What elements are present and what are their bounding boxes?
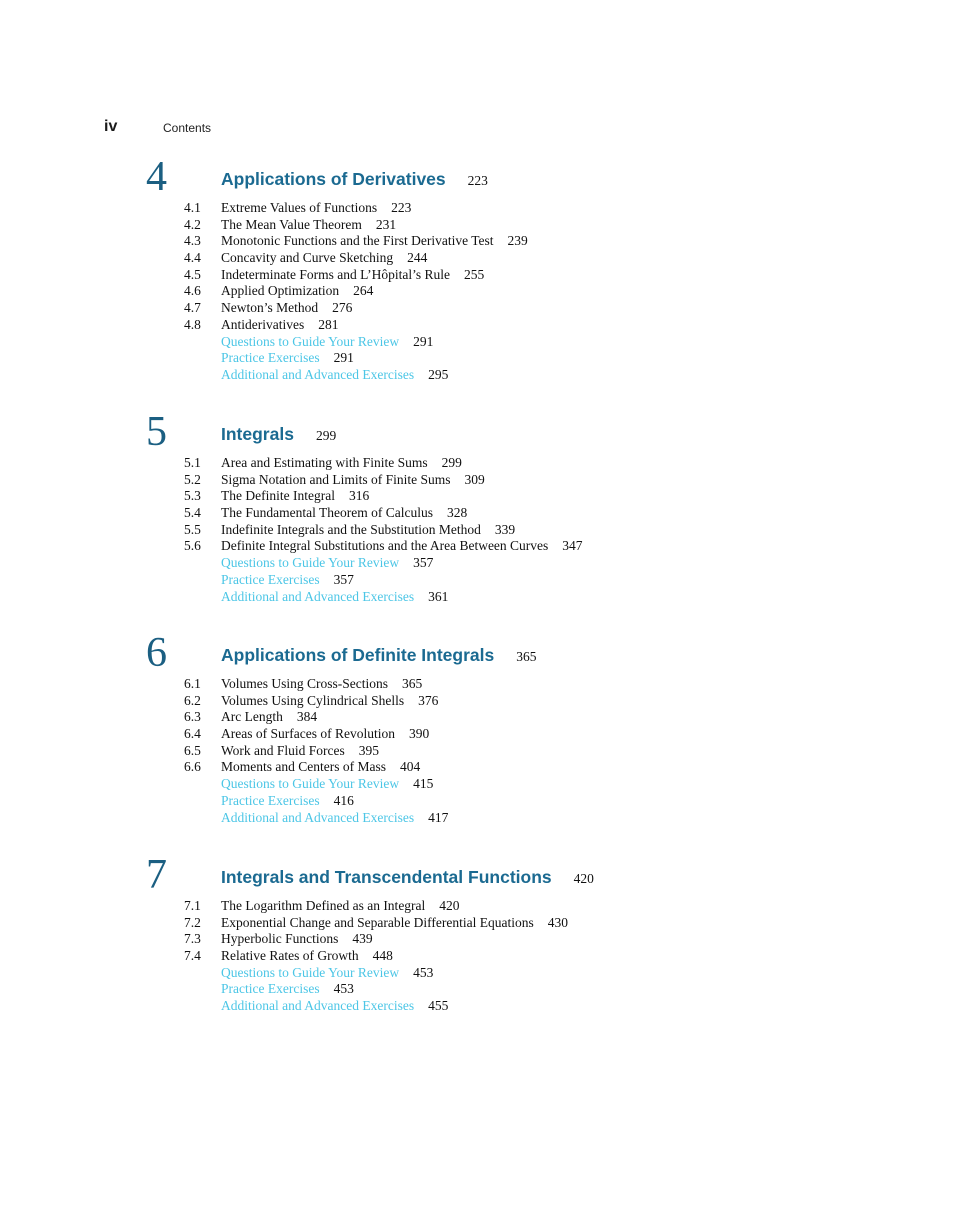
chapter-title: Applications of Definite Integrals [221,645,495,665]
section-entry[interactable] [146,676,846,693]
chapter-heading[interactable] [146,154,846,200]
section-number: 5.5 [184,521,201,537]
review-entry[interactable] [146,334,846,351]
section-entry[interactable] [146,522,846,539]
chapter-number: 7 [146,852,167,898]
review-entry[interactable] [146,981,846,998]
section-page-number: 255 [463,266,485,282]
chapter-number: 5 [146,409,167,455]
section-title: Work and Fluid Forces [221,742,345,758]
review-entry[interactable] [146,965,846,982]
chapter-heading[interactable] [146,409,846,455]
review-page-number: 417 [428,809,449,825]
running-title: Contents [163,121,212,135]
section-list [146,898,846,1015]
advanced-exercises-link[interactable]: Additional and Advanced Exercises [221,809,415,825]
section-page-number: 328 [446,505,468,521]
chapter-page-number: 299 [315,428,337,443]
section-title: Indefinite Integrals and the Substitution Method [221,521,481,537]
section-title: Exponential Change and Separable Differential Equations [221,914,534,930]
section-entry[interactable] [146,233,846,250]
section-page-number: 231 [375,216,397,232]
review-page-number: 291 [413,333,434,349]
review-page-number: 357 [333,571,354,587]
section-number: 4.3 [184,233,201,249]
chapter-7 [146,852,846,1015]
section-entry[interactable] [146,472,846,489]
section-page-number: 376 [418,692,439,708]
section-title: Extreme Values of Functions [221,200,378,215]
section-page-number: 264 [353,283,374,299]
chapter-heading[interactable] [146,852,846,898]
section-entry[interactable] [146,267,846,284]
section-page-number: 404 [399,759,421,775]
section-page-number: 239 [507,233,528,249]
section-entry[interactable] [146,455,846,472]
section-number: 4.6 [184,283,201,299]
section-page-number: 309 [464,471,485,487]
section-page-number: 223 [391,200,412,215]
section-number: 4.7 [184,300,201,316]
review-questions-link[interactable]: Questions to Guide Your Review [221,555,400,571]
section-number: 5.3 [184,488,201,504]
review-entry[interactable] [146,776,846,793]
section-page-number: 395 [358,742,380,758]
section-entry[interactable] [146,931,846,948]
section-title: Relative Rates of Growth [221,948,359,964]
chapter-4 [146,154,846,384]
section-number: 4.8 [184,316,201,332]
review-questions-link[interactable]: Questions to Guide Your Review [221,964,400,980]
section-number: 7.2 [184,914,201,930]
advanced-exercises-link[interactable]: Additional and Advanced Exercises [221,588,415,604]
section-number: 4.4 [184,250,201,266]
review-page-number: 455 [428,998,449,1014]
section-number: 7.3 [184,931,201,947]
section-entry[interactable] [146,743,846,760]
section-number: 5.1 [184,455,201,470]
section-list [146,200,846,384]
section-entry[interactable] [146,948,846,965]
section-page-number: 299 [441,455,462,470]
review-page-number: 453 [333,981,354,997]
review-page-number: 415 [413,776,434,792]
section-entry[interactable] [146,759,846,776]
practice-exercises-link[interactable]: Practice Exercises [221,981,320,997]
page-numeral: iv [104,118,118,135]
section-title: Sigma Notation and Limits of Finite Sums [221,471,451,487]
section-title: The Definite Integral [221,488,335,504]
section-title: Hyperbolic Functions [221,931,339,947]
section-entry[interactable] [146,538,846,555]
section-page-number: 316 [348,488,370,504]
section-title: Concavity and Curve Sketching [221,250,394,266]
review-questions-link[interactable]: Questions to Guide Your Review [221,333,400,349]
section-entry[interactable] [146,283,846,300]
section-title: The Mean Value Theorem [221,216,362,232]
section-title: Volumes Using Cylindrical Shells [221,692,405,708]
section-page-number: 384 [296,709,318,725]
section-page-number: 430 [547,914,569,930]
chapter-number: 4 [146,154,167,200]
chapter-page-number: 223 [467,173,488,188]
practice-exercises-link[interactable]: Practice Exercises [221,792,320,808]
section-page-number: 281 [318,316,339,332]
section-title: Monotonic Functions and the First Derivative Test [221,233,494,249]
review-questions-link[interactable]: Questions to Guide Your Review [221,776,400,792]
section-number: 4.2 [184,216,201,232]
section-number: 6.4 [184,726,201,742]
section-title: Areas of Surfaces of Revolution [221,726,395,742]
section-entry[interactable] [146,200,846,217]
section-title: Area and Estimating with Finite Sums [221,455,428,470]
section-title: Antiderivatives [221,316,305,332]
chapter-title: Integrals [221,424,294,444]
advanced-exercises-link[interactable]: Additional and Advanced Exercises [221,998,415,1014]
review-entry[interactable] [146,555,846,572]
chapter-5 [146,409,846,605]
section-number: 6.2 [184,692,201,708]
section-title: Applied Optimization [221,283,340,299]
chapter-title: Applications of Derivatives [221,169,446,189]
section-title: The Logarithm Defined as an Integral [221,898,426,913]
section-page-number: 439 [352,931,373,947]
section-title: The Fundamental Theorem of Calculus [221,505,433,521]
section-entry[interactable] [146,250,846,267]
section-number: 4.5 [184,266,201,282]
review-page-number: 357 [413,555,434,571]
section-entry[interactable] [146,317,846,334]
practice-exercises-link[interactable]: Practice Exercises [221,350,320,366]
section-list [146,676,846,826]
section-number: 6.6 [184,759,201,775]
review-entry[interactable] [146,572,846,589]
chapter-heading[interactable] [146,630,846,676]
section-title: Arc Length [221,709,283,725]
review-entry[interactable] [146,793,846,810]
chapter-page-number: 420 [573,871,594,886]
section-entry[interactable] [146,505,846,522]
review-entry[interactable] [146,998,846,1015]
section-page-number: 347 [562,538,583,554]
section-number: 5.2 [184,471,201,487]
chapter-number: 6 [146,630,167,676]
section-number: 7.1 [184,898,201,913]
review-page-number: 291 [333,350,354,366]
chapter-page-number: 365 [516,649,537,664]
section-title: Moments and Centers of Mass [221,759,386,775]
section-entry[interactable] [146,726,846,743]
review-page-number: 361 [428,588,449,604]
section-number: 7.4 [184,948,201,964]
section-title: Indeterminate Forms and L’Hôpital’s Rule [221,266,450,282]
section-entry[interactable] [146,898,846,915]
section-entry[interactable] [146,488,846,505]
section-list [146,455,846,605]
section-entry[interactable] [146,300,846,317]
review-page-number: 453 [413,964,434,980]
section-number: 6.1 [184,676,201,691]
section-entry[interactable] [146,915,846,932]
review-entry[interactable] [146,350,846,367]
review-page-number: 416 [333,792,354,808]
section-page-number: 390 [408,726,430,742]
advanced-exercises-link[interactable]: Additional and Advanced Exercises [221,366,415,382]
section-page-number: 420 [439,898,460,913]
section-number: 6.3 [184,709,201,725]
review-entry[interactable] [146,810,846,827]
section-page-number: 339 [494,521,516,537]
section-page-number: 365 [402,676,423,691]
review-entry[interactable] [146,589,846,606]
section-entry[interactable] [146,709,846,726]
section-page-number: 244 [407,250,428,266]
section-title: Volumes Using Cross-Sections [221,676,389,691]
chapter-title: Integrals and Transcendental Functions [221,867,552,887]
section-page-number: 276 [332,300,353,316]
practice-exercises-link[interactable]: Practice Exercises [221,571,320,587]
chapter-6 [146,630,846,826]
section-title: Definite Integral Substitutions and the Area Between Curves [221,538,549,554]
section-title: Newton’s Method [221,300,319,316]
section-entry[interactable] [146,693,846,710]
section-number: 4.1 [184,200,201,215]
section-page-number: 448 [372,948,393,964]
section-number: 5.4 [184,505,201,521]
review-entry[interactable] [146,367,846,384]
review-page-number: 295 [428,366,449,382]
section-number: 6.5 [184,742,201,758]
section-number: 5.6 [184,538,201,554]
section-entry[interactable] [146,217,846,234]
